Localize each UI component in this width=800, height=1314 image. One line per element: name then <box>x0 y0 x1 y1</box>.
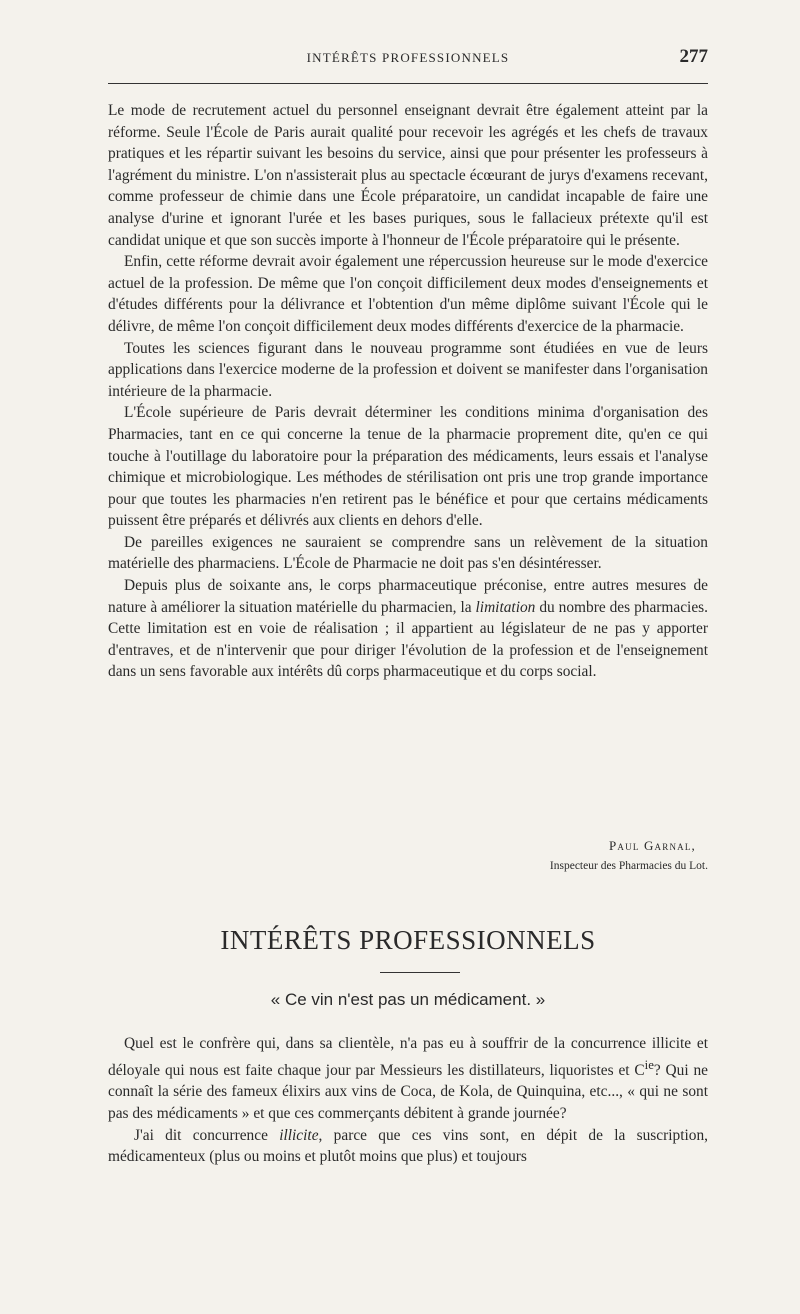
superscript: ie <box>644 1057 654 1072</box>
running-head <box>108 46 708 67</box>
paragraph: De pareilles exigences ne sauraient se comprendre sans un relèvement de la situation matérielle des pharmaciens. L'École de Pharmacie ne doit pas s'en désintéresser. <box>108 533 708 573</box>
text-run: , parce que ces vins sont, en dépit de la suscription, médicamenteux (plus ou moins et plutôt moins que plus) et toujours <box>108 1126 708 1166</box>
paragraph <box>108 1033 708 1125</box>
paragraph: Enfin, cette réforme devrait avoir également une répercussion heureuse sur le mode d'exercice actuel de la profession. De même que l'on conçoit difficilement deux modes d'enseignements et d'études différents pour la délivrance et l'obtention d'un même diplôme suivant l'École qui le délivre, de même l'on conçoit difficilement deux modes différents d'exercice de la pharmacie. <box>108 253 708 335</box>
italic-term: illicite <box>279 1126 319 1144</box>
section-body <box>108 1033 708 1168</box>
text-run: Depuis plus de soixante ans, le corps pharmaceutique préconise, entre autres mesures de nature à améliorer la situation matérielle du pharmacien, la <box>108 577 708 616</box>
text-run: ? Qui ne connaît la série des fameux élixirs aux vins de Coca, de Kola, de Quinquina, etc..., « qui ne sont pas des médicaments » et que ces commerçants débitent à grande journée? <box>108 1061 708 1122</box>
text-run: du nombre des pharmacies. Cette limitation est en voie de réalisation ; il appartient au législateur de ne pas y apporter d'entraves, et de n'intervenir que pour diriger l'évolution de la profession et de l'enseignement dans un sens favorable aux intérêts dû corps pharmaceutique et du corps social. <box>108 598 708 681</box>
section-title: INTÉRÊTS PROFESSIONNELS <box>220 925 596 955</box>
article-body <box>108 100 708 683</box>
running-title: INTÉRÊTS PROFESSIONNELS <box>306 50 510 65</box>
paragraph-limitation <box>108 575 708 683</box>
page-number: 277 <box>679 46 708 67</box>
signature-title: Inspecteur des Pharmacies du Lot. <box>549 860 708 872</box>
paragraph: L'École supérieure de Paris devrait déterminer les conditions minima d'organisation des Pharmacies, tant en ce qui concerne la tenue de la pharmacie proprement dite, qu'en ce qui touche à l'outillage du laboratoire pour la préparation des médicaments, leurs essais et l'analyse chimique et microbiologique. Les méthodes de stérilisation ont pris une trop grande importance pour que toutes les pharmacies n'en retirent pas le bénéfice et pour que certains médicaments puissent être préparés et délivrés aux clients en dehors d'elle. <box>108 404 708 530</box>
italic-term: limitation <box>475 598 536 616</box>
section-subtitle: « Ce vin n'est pas un médicament. » <box>270 990 546 1009</box>
paragraph <box>108 1125 708 1168</box>
header-rule <box>108 83 708 84</box>
paragraph: Le mode de recrutement actuel du personnel enseignant devrait être également atteint par la réforme. Seule l'École de Paris aurait qualité pour recevoir les agrégés et les chefs de travaux pratiques et les répartir suivant les besoins du service, ainsi que pour présenter les professeurs à l'agrément du ministre. L'on n'assisterait plus au spectacle écœurant de jurys d'examens recevant, comme professeur de chimie dans une École préparatoire, un candidat incapable de faire une analyse d'urine et ignorant l'urée et les bases puriques, sous le fallacieux prétexte qu'il est candidat unique et que son succès importe à l'honneur de l'École préparatoire qui le présente. <box>108 102 708 249</box>
text-run: Quel est le confrère qui, dans sa clientèle, n'a pas eu à souffrir de la concurrence illicite et déloyale qui nous est faite chaque jour par Messieurs les distillateurs, liquoristes et C <box>108 1035 708 1079</box>
paragraph: Toutes les sciences figurant dans le nouveau programme sont étudiées en vue de leurs applications dans l'exercice moderne de la profession et doivent se manifester dans l'organisation intérieure de la pharmacie. <box>108 339 708 400</box>
section-rule <box>380 972 460 973</box>
text-run: J'ai dit concurrence <box>134 1126 280 1144</box>
signature-name: Paul Garnal, <box>608 838 696 853</box>
